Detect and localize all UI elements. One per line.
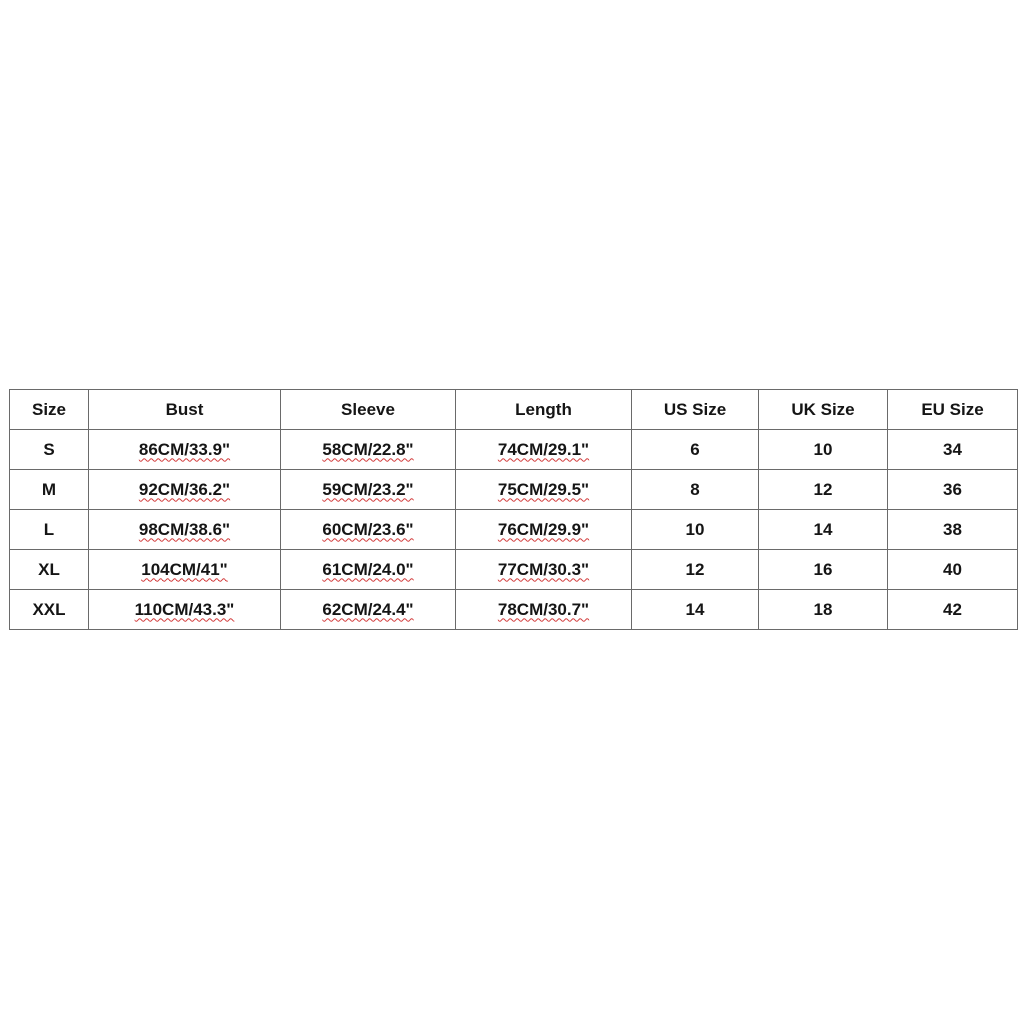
cell-sleeve (281, 590, 456, 630)
cell-us-size: 8 (632, 470, 759, 510)
header-size: Size (10, 390, 89, 430)
cell-us-size: 12 (632, 550, 759, 590)
cell-sleeve-text: 59CM/23.2" (322, 479, 414, 499)
cell-eu-size: 36 (888, 470, 1018, 510)
cell-bust (89, 590, 281, 630)
cell-size: M (10, 470, 89, 510)
cell-size: S (10, 430, 89, 470)
cell-sleeve (281, 510, 456, 550)
cell-sleeve-text: 61CM/24.0" (322, 559, 414, 579)
cell-uk-size: 12 (759, 470, 888, 510)
cell-size: XL (10, 550, 89, 590)
cell-length-text: 77CM/30.3" (497, 559, 590, 579)
cell-sleeve (281, 470, 456, 510)
cell-length (456, 510, 632, 550)
cell-us-size: 14 (632, 590, 759, 630)
cell-sleeve (281, 550, 456, 590)
table-row (10, 470, 1018, 510)
cell-sleeve (281, 430, 456, 470)
cell-length (456, 590, 632, 630)
cell-bust-text: 98CM/38.6" (138, 519, 231, 539)
cell-uk-size: 14 (759, 510, 888, 550)
cell-bust-text: 92CM/36.2" (138, 479, 231, 499)
header-sleeve: Sleeve (281, 390, 456, 430)
header-bust: Bust (89, 390, 281, 430)
table-row (10, 430, 1018, 470)
cell-length-text: 75CM/29.5" (497, 479, 590, 499)
header-length: Length (456, 390, 632, 430)
table-row (10, 550, 1018, 590)
cell-eu-size: 34 (888, 430, 1018, 470)
cell-us-size: 10 (632, 510, 759, 550)
cell-size: L (10, 510, 89, 550)
cell-length (456, 430, 632, 470)
header-eu-size: EU Size (888, 390, 1018, 430)
cell-eu-size: 40 (888, 550, 1018, 590)
size-chart-table (9, 389, 1018, 630)
cell-length (456, 550, 632, 590)
header-row (10, 390, 1018, 430)
cell-bust-text: 86CM/33.9" (138, 439, 231, 459)
cell-length-text: 76CM/29.9" (497, 519, 590, 539)
cell-length (456, 470, 632, 510)
cell-bust-text: 104CM/41" (141, 559, 228, 579)
cell-sleeve-text: 60CM/23.6" (322, 519, 414, 539)
table-row (10, 590, 1018, 630)
cell-uk-size: 18 (759, 590, 888, 630)
cell-uk-size: 10 (759, 430, 888, 470)
cell-uk-size: 16 (759, 550, 888, 590)
cell-bust (89, 510, 281, 550)
cell-length-text: 74CM/29.1" (497, 439, 590, 459)
cell-bust-text: 110CM/43.3" (134, 599, 235, 619)
cell-sleeve-text: 58CM/22.8" (322, 439, 414, 459)
cell-eu-size: 42 (888, 590, 1018, 630)
header-us-size: US Size (632, 390, 759, 430)
cell-bust (89, 550, 281, 590)
cell-bust (89, 470, 281, 510)
cell-bust (89, 430, 281, 470)
cell-eu-size: 38 (888, 510, 1018, 550)
cell-length-text: 78CM/30.7" (497, 599, 590, 619)
cell-sleeve-text: 62CM/24.4" (322, 599, 414, 619)
cell-us-size: 6 (632, 430, 759, 470)
table-row (10, 510, 1018, 550)
header-uk-size: UK Size (759, 390, 888, 430)
cell-size: XXL (10, 590, 89, 630)
